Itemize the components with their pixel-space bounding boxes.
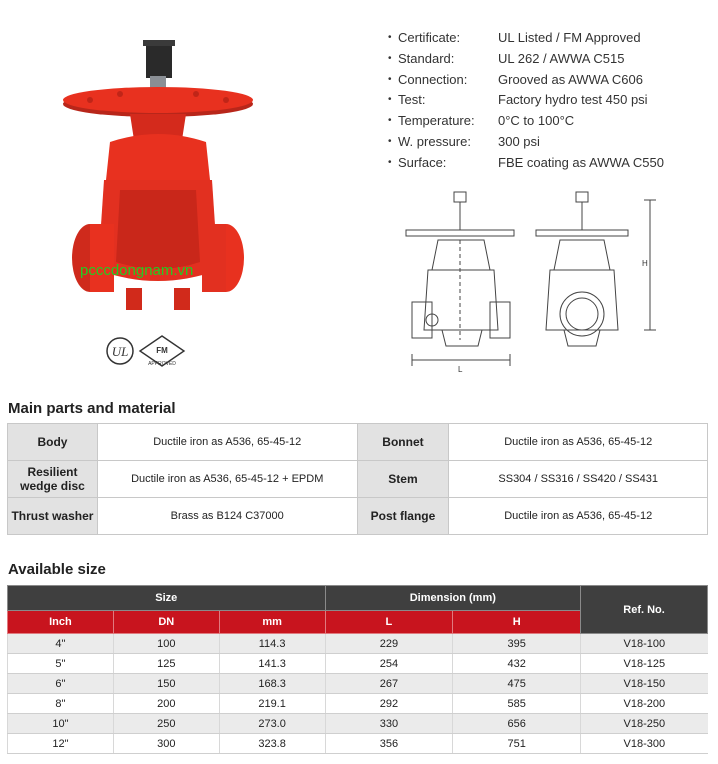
ref-no-header: Ref. No. — [581, 586, 708, 634]
table-cell: 4" — [8, 634, 114, 654]
table-cell: 475 — [453, 674, 581, 694]
spec-row — [388, 153, 708, 174]
bullet-icon: • — [388, 135, 392, 147]
dimension-label-l: L — [458, 365, 463, 374]
spec-key: Standard: — [398, 50, 455, 66]
table-cell: 585 — [453, 694, 581, 714]
spec-key: Connection: — [398, 71, 468, 87]
spec-row — [388, 49, 708, 70]
table-cell: 273.0 — [219, 714, 325, 734]
bullet-icon: • — [388, 115, 392, 127]
part-material: Ductile iron as A536, 65-45-12 — [449, 424, 708, 461]
table-cell: 250 — [113, 714, 219, 734]
spec-key: Certificate: — [398, 30, 461, 45]
table-cell: 751 — [453, 734, 581, 754]
table-cell: 323.8 — [219, 734, 325, 754]
table-cell: V18-200 — [581, 694, 708, 714]
part-label: Bonnet — [357, 424, 449, 461]
table-cell: 432 — [453, 654, 581, 674]
table-cell: 330 — [325, 714, 453, 734]
svg-text:APPROVED: APPROVED — [148, 361, 176, 367]
bullet-icon: • — [388, 156, 392, 168]
spec-key: W. pressure: — [398, 133, 471, 149]
spec-row — [388, 90, 708, 111]
table-cell: 656 — [453, 714, 581, 734]
svg-text:UL: UL — [111, 344, 129, 359]
column-header: Inch — [8, 611, 114, 634]
ul-logo — [107, 338, 133, 364]
table-cell: 141.3 — [219, 654, 325, 674]
spec-row — [388, 111, 708, 132]
part-label: Post flange — [357, 498, 449, 535]
table-header-row — [8, 586, 708, 611]
table-cell: 300 — [113, 734, 219, 754]
table-row — [8, 498, 708, 535]
column-header: H — [453, 611, 581, 634]
table-row — [8, 424, 708, 461]
part-material: Ductile iron as A536, 65-45-12 — [449, 498, 708, 535]
table-cell: 100 — [113, 634, 219, 654]
spec-value: FBE coating as AWWA C550 — [498, 154, 664, 170]
table-cell: 292 — [325, 694, 453, 714]
certification-logos — [104, 332, 204, 370]
table-cell: 6" — [8, 674, 114, 694]
table-row — [8, 634, 708, 654]
table-cell: 254 — [325, 654, 453, 674]
technical-drawing — [398, 190, 666, 380]
table-row — [8, 461, 708, 498]
spec-key: Test: — [398, 92, 426, 108]
spec-key: Surface: — [398, 154, 447, 170]
table-row — [8, 734, 708, 754]
table-cell: 150 — [113, 674, 219, 694]
column-header: mm — [219, 611, 325, 634]
table-row — [8, 674, 708, 694]
table-cell: 10" — [8, 714, 114, 734]
bullet-icon: • — [388, 52, 392, 64]
table-cell: 356 — [325, 734, 453, 754]
part-material: Ductile iron as A536, 65-45-12 + EPDM — [97, 461, 357, 498]
table-cell: 229 — [325, 634, 453, 654]
spec-value: Factory hydro test 450 psi — [498, 92, 648, 108]
spec-row — [388, 28, 708, 49]
size-table — [7, 585, 708, 754]
table-cell: 8" — [8, 694, 114, 714]
table-cell: 168.3 — [219, 674, 325, 694]
part-material: Brass as B124 C37000 — [97, 498, 357, 535]
table-cell: 200 — [113, 694, 219, 714]
size-group-header: Size — [8, 586, 326, 611]
table-cell: 125 — [113, 654, 219, 674]
column-header: DN — [113, 611, 219, 634]
spec-key: Temperature: — [398, 113, 475, 129]
table-cell: V18-150 — [581, 674, 708, 694]
size-section-title: Available size — [8, 561, 106, 578]
spec-value: UL 262 / AWWA C515 — [498, 50, 625, 66]
table-cell: 219.1 — [219, 694, 325, 714]
spec-row — [388, 70, 708, 91]
spec-value: 300 psi — [498, 133, 540, 149]
watermark-text: pcccdongnam.vn — [80, 262, 194, 279]
gate-valve-photo — [50, 30, 280, 375]
parts-section-title: Main parts and material — [8, 400, 176, 417]
part-material: SS304 / SS316 / SS420 / SS431 — [449, 461, 708, 498]
table-cell: 395 — [453, 634, 581, 654]
column-header: L — [325, 611, 453, 634]
part-label: Resilient wedge disc — [8, 461, 98, 498]
table-cell: 267 — [325, 674, 453, 694]
svg-text:FM: FM — [156, 346, 168, 355]
table-cell: V18-250 — [581, 714, 708, 734]
part-label: Body — [8, 424, 98, 461]
table-cell: 12" — [8, 734, 114, 754]
spec-value: UL Listed / FM Approved — [498, 30, 641, 45]
spec-row — [388, 132, 708, 153]
bullet-icon: • — [388, 73, 392, 85]
spec-list — [388, 28, 708, 174]
table-cell: 114.3 — [219, 634, 325, 654]
spec-value: 0°C to 100°C — [498, 113, 575, 129]
bullet-icon: • — [388, 32, 392, 43]
dimension-label-h: H — [642, 259, 648, 268]
table-cell: V18-300 — [581, 734, 708, 754]
part-label: Thrust washer — [8, 498, 98, 535]
spec-value: Grooved as AWWA C606 — [498, 71, 643, 87]
table-cell: V18-100 — [581, 634, 708, 654]
table-cell: 5" — [8, 654, 114, 674]
parts-table — [7, 423, 708, 535]
table-row — [8, 654, 708, 674]
bullet-icon: • — [388, 94, 392, 106]
part-material: Ductile iron as A536, 65-45-12 — [97, 424, 357, 461]
size-table-body — [8, 634, 708, 754]
part-label: Stem — [357, 461, 449, 498]
fm-approved-logo — [140, 336, 184, 367]
table-row — [8, 694, 708, 714]
table-row — [8, 714, 708, 734]
dimension-group-header: Dimension (mm) — [325, 586, 581, 611]
table-cell: V18-125 — [581, 654, 708, 674]
